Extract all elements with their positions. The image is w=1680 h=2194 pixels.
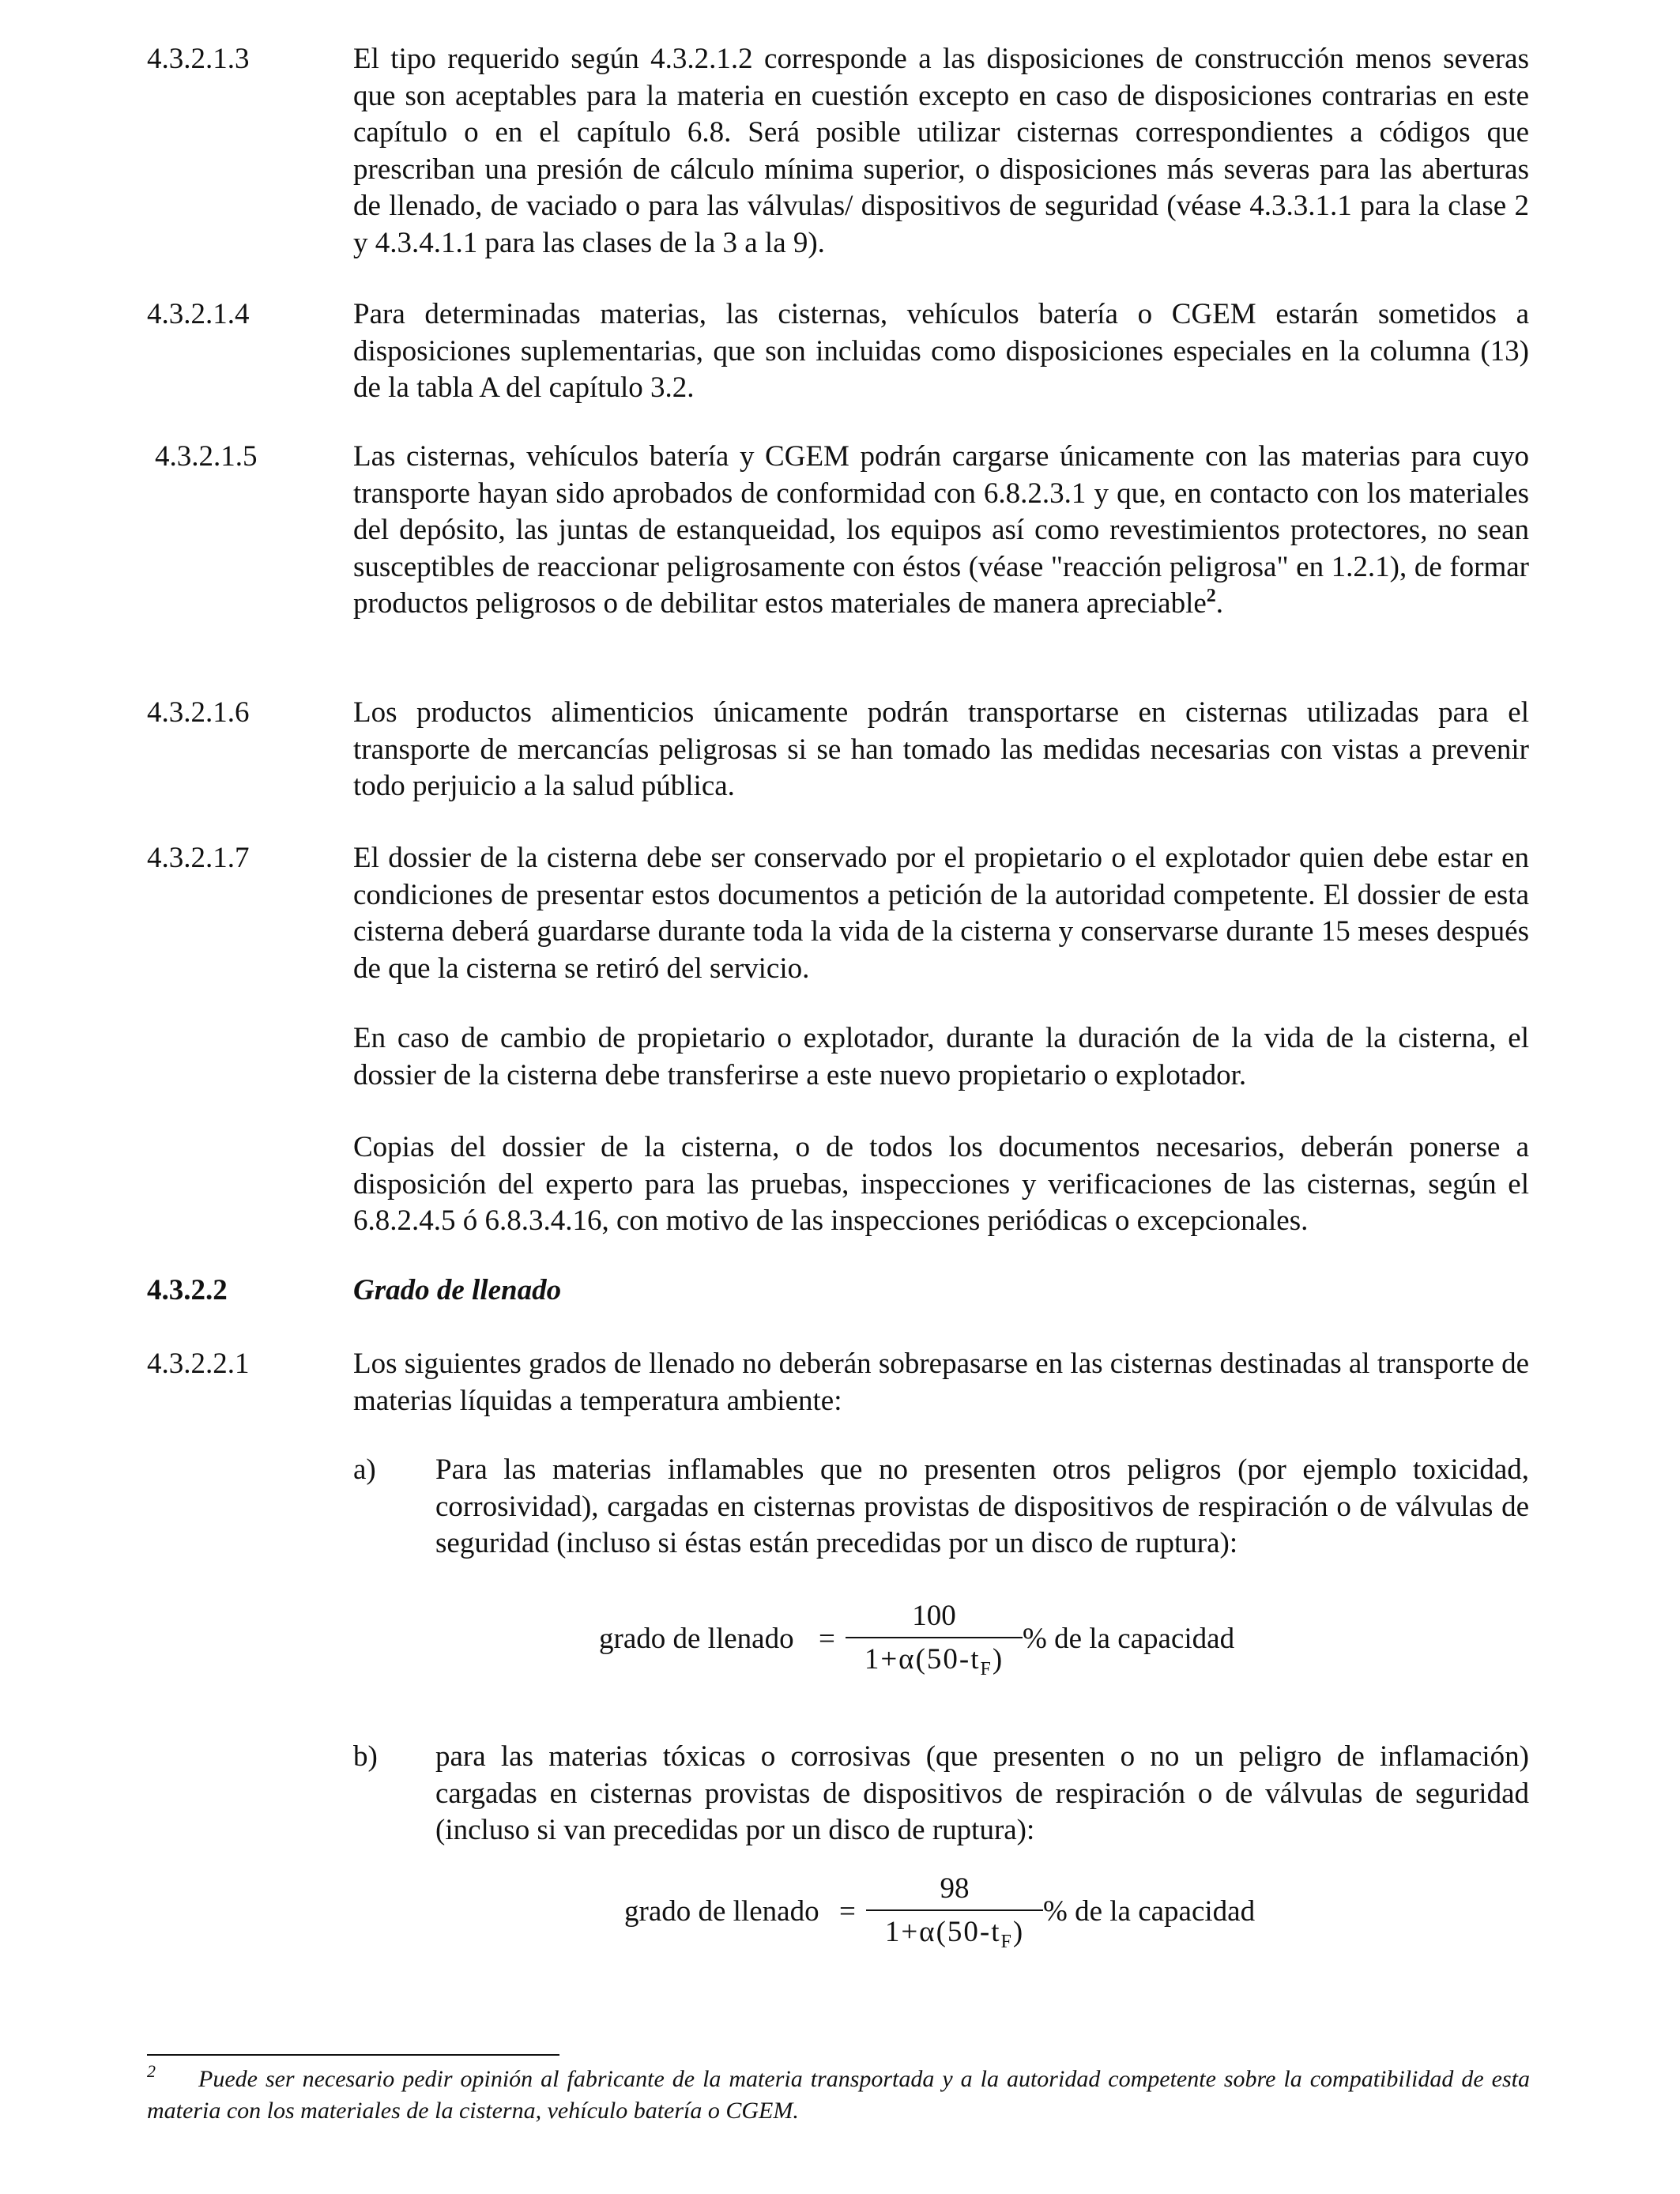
list-item-text: Para las materias inflamables que no presenten otros peligros (por ejemplo toxicidad, corrosividad), cargadas en cisternas provistas de dispositivos de respiración o de válvulas de seguridad (incluso si éstas están precedidas por un disco de ruptura): [435,1453,1529,1559]
section-text: Los siguientes grados de llenado no deberán sobrepasarse en las cisternas destinadas al transporte de materias líquidas a temperatura ambiente: [353,1348,1529,1417]
section-number: 4.3.2.2.1 [147,1348,250,1380]
section-text: Los productos alimenticios únicamente podrán transportarse en cisternas utilizadas para el transporte de mercancías peligrosas si se han tomado las medidas necesarias con vistas a prevenir todo perjuicio a la salud pública. [353,696,1529,802]
formula-close-paren: ) [992,1643,1004,1676]
section-text: El dossier de la cisterna debe ser conservado por el propietario o el explotador quien debe estar en condiciones de presentar estos documentos a petición de la autoridad competente. El dossier de esta cisterna deberá guardarse durante toda la vida de la cisterna y conservarse durante 15 meses después de que la cisterna se retiró del servicio. [353,842,1529,985]
formula-fraction [866,1872,1043,1951]
section-text: Copias del dossier de la cisterna, o de todos los documentos necesarios, deberán ponerse a disposición del experto para las pruebas, inspecciones y verificaciones de las cisternas, según el 6.8.2.4.5 ó 6.8.3.4.16, con motivo de las inspecciones periódicas o excepcionales. [353,1131,1529,1237]
section-text-main: Las cisternas, vehículos batería y CGEM podrán cargarse únicamente con las materias para cuyo transporte hayan sido aprobados de conformidad con 6.8.2.3.1 y que, en contacto con los materiales del depósito, las juntas de estanqueidad, los equipos así como revestimientos protectores, no sean susceptibles de reaccionar peligrosamente con éstos (véase "reacción peligrosa" en 1.2.1), de formar productos peligrosos o de debilitar estos materiales de manera apreciable [353,440,1529,620]
section-text-tail: . [1215,587,1224,620]
footnote-mark: 2 [147,2061,156,2081]
section-number: 4.3.2.1.7 [147,842,250,874]
section-text: El tipo requerido según 4.3.2.1.2 corresponde a las disposiciones de construcción menos severas que son aceptables para la materia en cuestión excepto en caso de disposiciones contrarias en este capítulo o en el capítulo 6.8. Será posible utilizar cisternas correspondientes a códigos que prescriban una presión de cálculo mínima superior, o disposiciones más severas para las aberturas de llenado, de vaciado o para las válvulas/ dispositivos de seguridad (véase 4.3.3.1.1 para la clase 2 y 4.3.4.1.1 para las clases de la 3 a la 9). [353,43,1529,259]
formula-lhs: grado de llenado [599,1623,794,1655]
formula-b [624,1872,1288,1958]
list-item-text: para las materias tóxicas o corrosivas (que presenten o no un peligro de inflamación) cargadas en cisternas provistas de dispositivos de respiración o de válvulas de seguridad (incluso si van precedidas por un disco de ruptura): [435,1740,1529,1846]
section-text: Para determinadas materias, las cisternas, vehículos batería o CGEM estarán sometidos a disposiciones suplementarias, que son incluidas como disposiciones especiales en la columna (13) de la tabla A del capítulo 3.2. [353,298,1529,404]
formula-fraction [846,1599,1023,1678]
section-number: 4.3.2.1.5 [155,440,258,473]
formula-lhs: grado de llenado [624,1895,819,1928]
section-number: 4.3.2.1.3 [147,43,250,75]
formula-denominator-text: 1+α(50-t [884,1916,1001,1948]
list-item-label: a) [353,1453,376,1486]
formula-subscript: F [980,1659,993,1679]
formula-numerator: 100 [912,1600,956,1632]
footnote-text: Puede ser necesario pedir opinión al fabricante de la materia transportada y a la autoridad competente sobre la compatibilidad de esta materia con los materiales de la cisterna, vehículo batería o CGEM. [147,2066,1530,2124]
section-number: 4.3.2.1.4 [147,298,250,330]
formula-equals: = [839,1895,856,1928]
formula-rhs: % de la capacidad [1043,1895,1256,1928]
footnote-ref: 2 [1206,586,1216,606]
footnote-separator [147,2054,559,2056]
formula-subscript: F [1000,1932,1013,1952]
formula-denominator-text: 1+α(50-t [864,1643,981,1676]
footnote [147,2061,1530,2127]
formula-equals: = [819,1623,835,1655]
formula-close-paren: ) [1012,1916,1025,1948]
formula-a [599,1599,1263,1686]
fraction-bar [866,1909,1043,1911]
formula-denominator [846,1642,1023,1678]
formula-numerator: 98 [940,1872,970,1905]
section-number: 4.3.2.1.6 [147,696,250,729]
list-item-label: b) [353,1740,378,1773]
formula-denominator [866,1914,1043,1951]
fraction-bar [846,1637,1023,1638]
heading-number: 4.3.2.2 [147,1274,228,1306]
heading-title: Grado de llenado [353,1274,562,1306]
section-text: En caso de cambio de propietario o explotador, durante la duración de la vida de la cisterna, el dossier de la cisterna debe transferirse a este nuevo propietario o explotador. [353,1022,1529,1091]
section-text [353,439,1529,623]
formula-rhs: % de la capacidad [1023,1623,1235,1655]
